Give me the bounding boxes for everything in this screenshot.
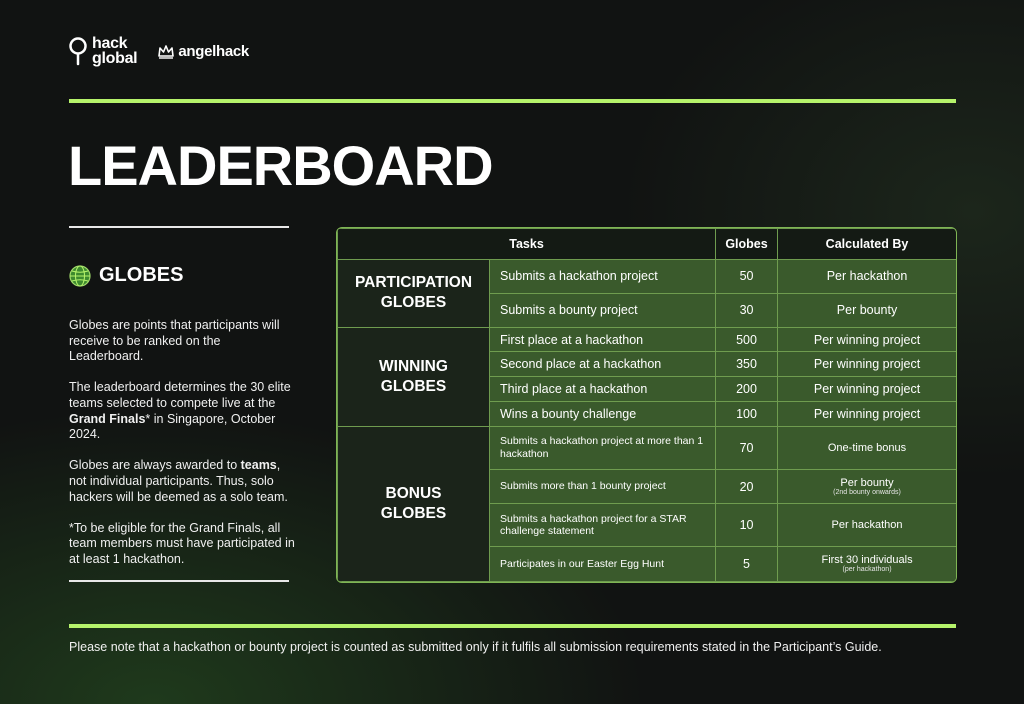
desc-paragraph-2: The leaderboard determines the 30 elite teams selected to compete live at the Grand Finals* in Singapore, October 2024. bbox=[69, 380, 291, 442]
left-divider-bottom bbox=[69, 580, 289, 582]
left-divider-top bbox=[69, 226, 289, 228]
calc-cell: Per hackathon bbox=[778, 504, 957, 547]
header-globes: Globes bbox=[716, 229, 778, 260]
footer-note: Please note that a hackathon or bounty project is counted as submitted only if it fulfils all submission requirements stated in the Participant’s Guide. bbox=[69, 640, 882, 654]
globes-cell: 500 bbox=[716, 327, 778, 352]
header-tasks: Tasks bbox=[338, 229, 716, 260]
page-title: LEADERBOARD bbox=[68, 134, 493, 197]
globes-heading bbox=[69, 264, 183, 287]
top-accent-bar bbox=[69, 99, 956, 103]
calc-cell: One-time bonus bbox=[778, 426, 957, 469]
globes-cell: 100 bbox=[716, 401, 778, 426]
header-calculated-by: Calculated By bbox=[778, 229, 957, 260]
hackglobal-wordmark: hack global bbox=[92, 35, 138, 67]
task-cell: Second place at a hackathon bbox=[490, 352, 716, 377]
table-row bbox=[338, 426, 957, 469]
task-cell: Participates in our Easter Egg Hunt bbox=[490, 547, 716, 582]
calc-cell: Per hackathon bbox=[778, 260, 957, 294]
calc-cell: Per bounty (2nd bounty onwards) bbox=[778, 469, 957, 504]
calc-cell: Per winning project bbox=[778, 401, 957, 426]
calc-cell: Per winning project bbox=[778, 352, 957, 377]
task-cell: First place at a hackathon bbox=[490, 327, 716, 352]
globes-cell: 50 bbox=[716, 260, 778, 294]
desc-paragraph-4: *To be eligible for the Grand Finals, all team members must have participated in at least 1 hackathon. bbox=[69, 520, 295, 566]
category-winning: WINNING GLOBES bbox=[338, 327, 490, 426]
calc-cell: Per winning project bbox=[778, 327, 957, 352]
globes-title: GLOBES bbox=[99, 264, 184, 286]
globes-cell: 200 bbox=[716, 377, 778, 402]
globes-table bbox=[336, 227, 957, 583]
table-row bbox=[338, 327, 957, 352]
globes-cell: 350 bbox=[716, 352, 778, 377]
calc-cell: First 30 individuals (per hackathon) bbox=[778, 547, 957, 582]
hackglobal-logo bbox=[68, 36, 137, 66]
angelhack-logo bbox=[157, 43, 249, 60]
task-cell: Submits a hackathon project for a STAR challenge statement bbox=[490, 504, 716, 547]
category-bonus: BONUS GLOBES bbox=[338, 426, 490, 581]
globes-cell: 20 bbox=[716, 469, 778, 504]
task-cell: Submits more than 1 bounty project bbox=[490, 469, 716, 504]
globes-cell: 70 bbox=[716, 426, 778, 469]
category-participation: PARTICIPATION GLOBES bbox=[338, 260, 490, 328]
globes-cell: 30 bbox=[716, 293, 778, 327]
bottom-accent-bar bbox=[69, 624, 956, 628]
task-cell: Submits a hackathon project bbox=[490, 260, 716, 294]
task-cell: Third place at a hackathon bbox=[490, 377, 716, 402]
globe-icon bbox=[69, 265, 91, 287]
angelhack-wordmark: angelhack bbox=[178, 42, 249, 60]
calc-cell: Per winning project bbox=[778, 377, 957, 402]
desc-paragraph-3: Globes are always awarded to teams, not individual participants. Thus, solo hackers will be deemed as a solo team. bbox=[69, 458, 288, 504]
desc-paragraph-1: Globes are points that participants will receive to be ranked on the Leaderboard. bbox=[69, 318, 280, 364]
table-row bbox=[338, 260, 957, 294]
crown-icon bbox=[157, 43, 175, 59]
calc-cell: Per bounty bbox=[778, 293, 957, 327]
globes-cell: 10 bbox=[716, 504, 778, 547]
pin-icon bbox=[68, 36, 88, 66]
logo-area bbox=[68, 36, 249, 66]
globes-description bbox=[69, 318, 297, 583]
task-cell: Wins a bounty challenge bbox=[490, 401, 716, 426]
task-cell: Submits a hackathon project at more than 1 hackathon bbox=[490, 426, 716, 469]
task-cell: Submits a bounty project bbox=[490, 293, 716, 327]
globes-cell: 5 bbox=[716, 547, 778, 582]
table-header-row bbox=[338, 229, 957, 260]
